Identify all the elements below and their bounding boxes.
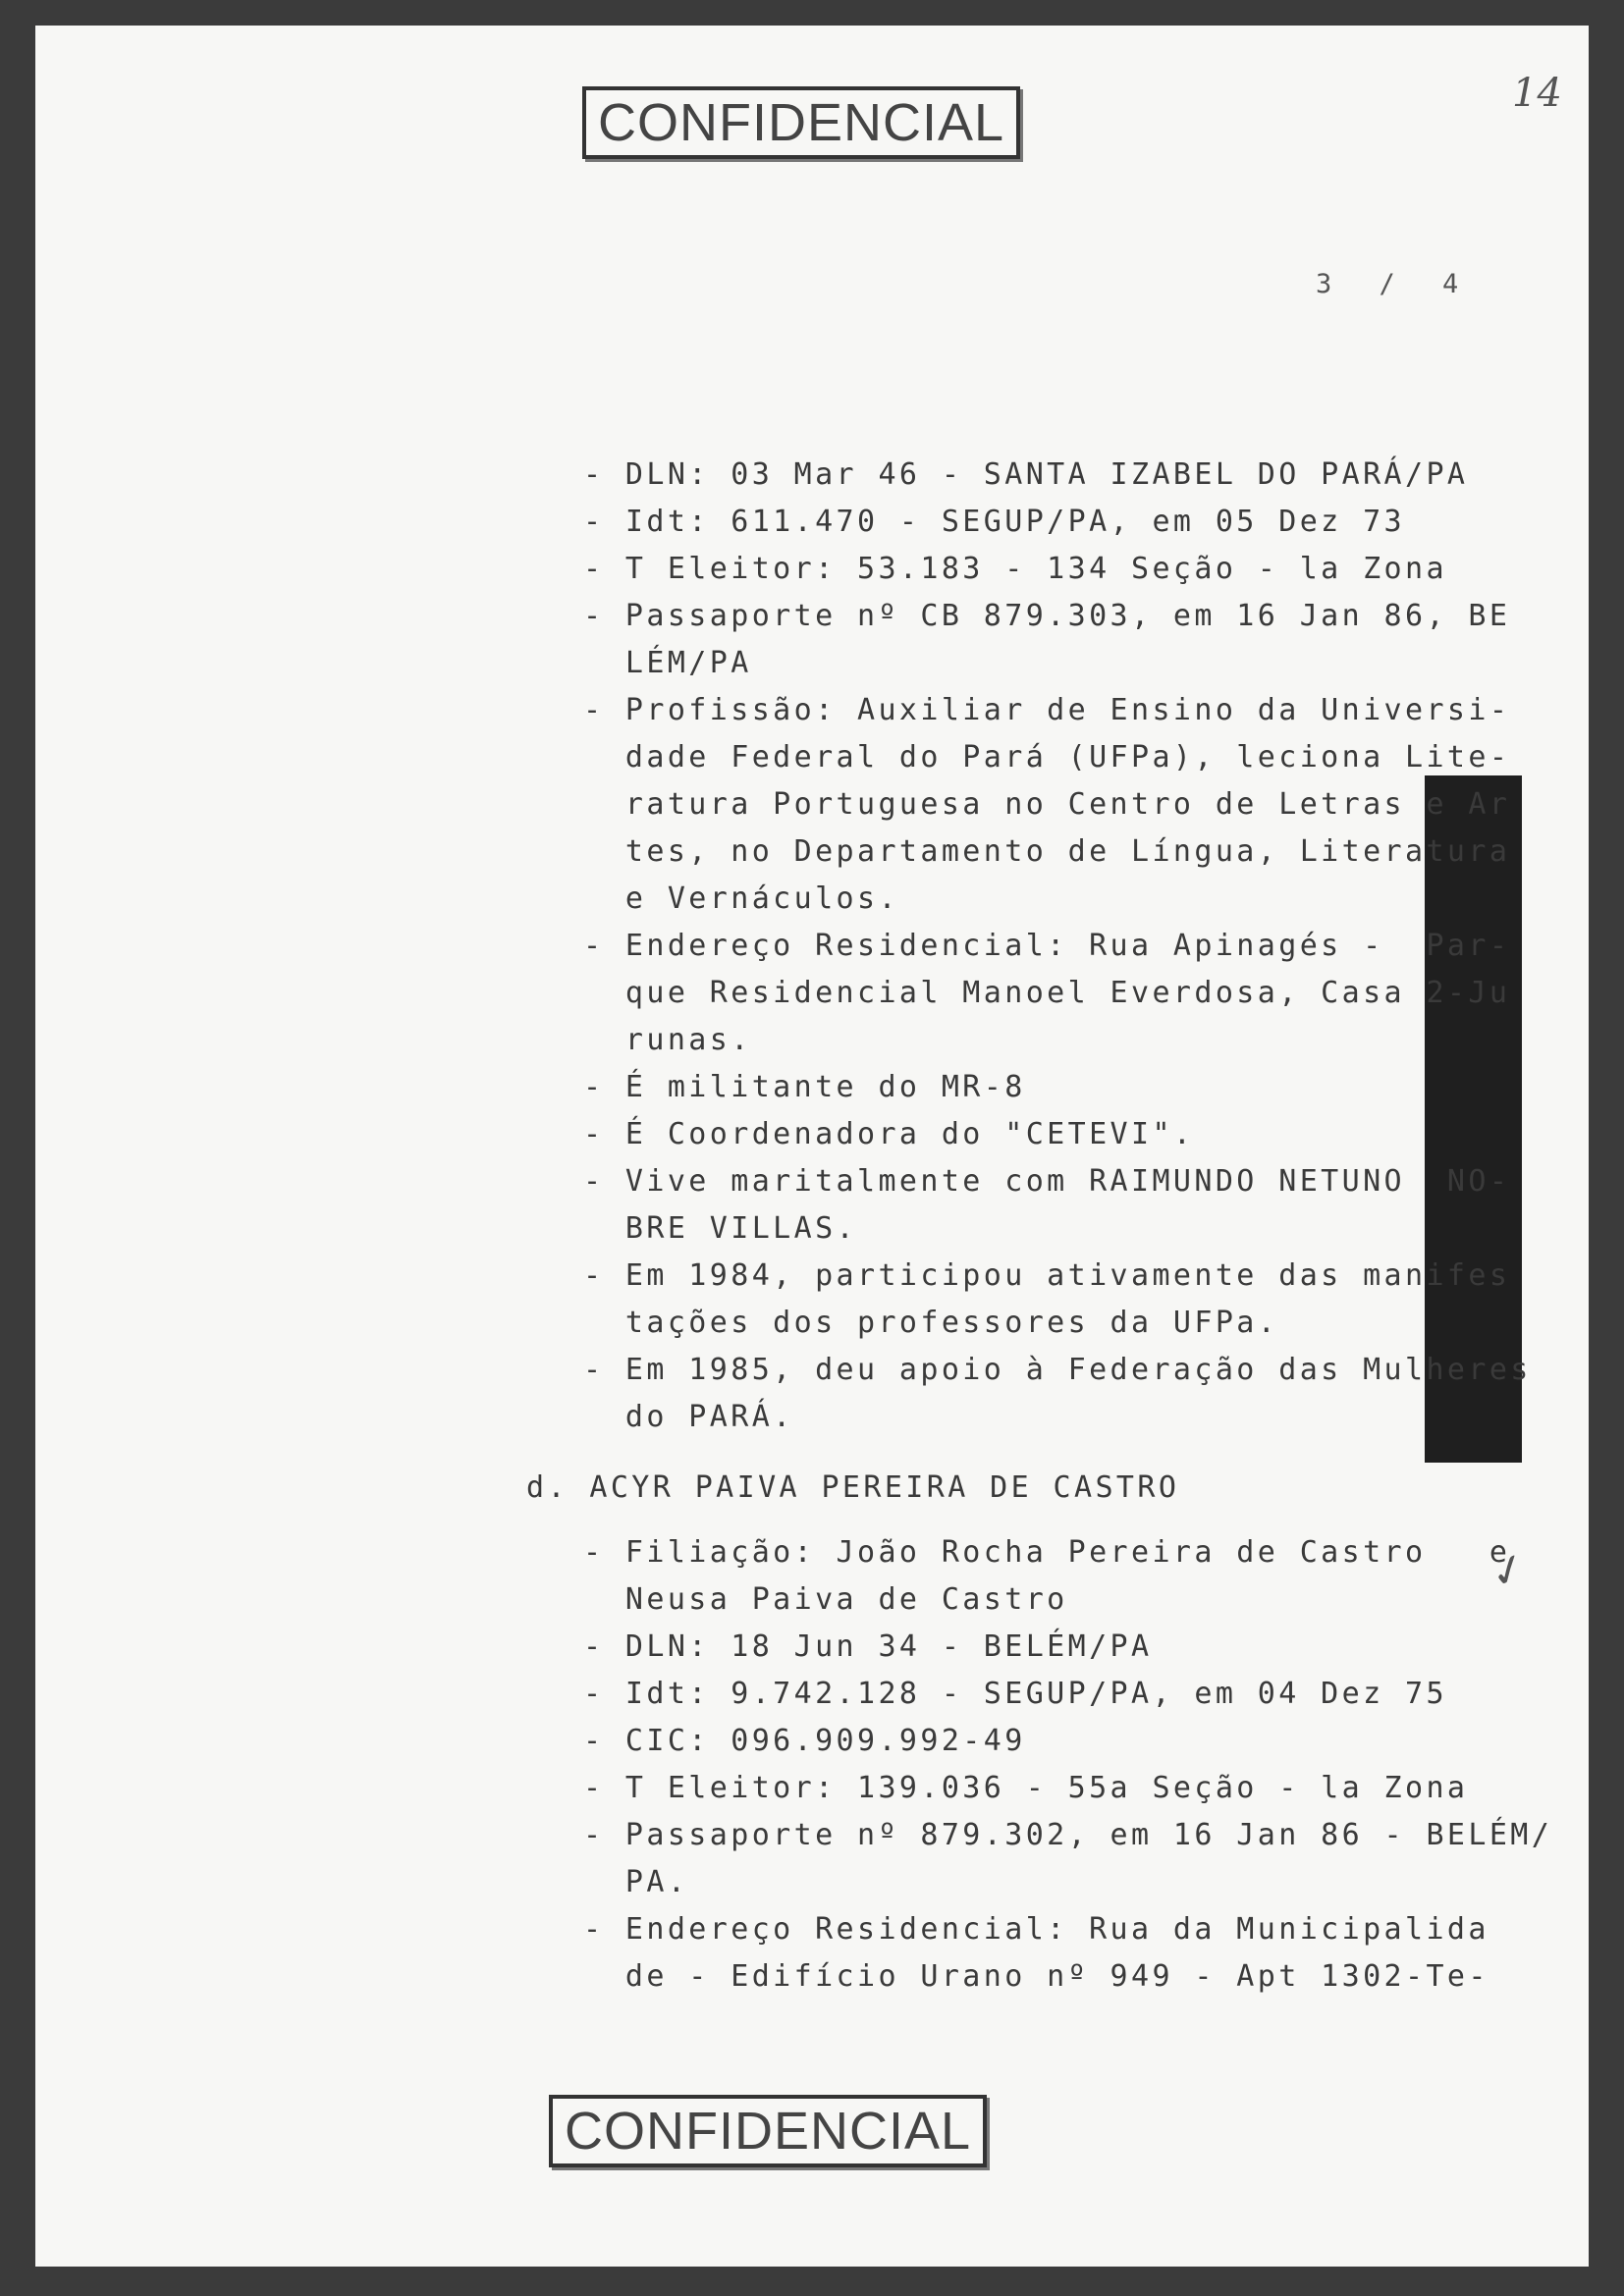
text-line: Neusa Paiva de Castro xyxy=(583,1582,1068,1617)
text-line: - Endereço Residencial: Rua Apinagés - Par- xyxy=(583,929,1511,963)
page-number: 3 / 4 xyxy=(1316,269,1475,299)
text-line: BRE VILLAS. xyxy=(583,1211,857,1246)
text-line: - Vive maritalmente com RAIMUNDO NETUNO NO- xyxy=(583,1164,1511,1199)
text-line: que Residencial Manoel Everdosa, Casa 2-Ju xyxy=(583,976,1511,1010)
confidential-stamp-bottom: CONFIDENCIAL xyxy=(549,2095,987,2167)
text-line: tes, no Departamento de Língua, Literatura xyxy=(583,834,1511,869)
text-line: - T Eleitor: 139.036 - 55a Seção - la Zona xyxy=(583,1771,1469,1805)
text-line: - Filiação: João Rocha Pereira de Castro e xyxy=(583,1535,1511,1570)
text-line: PA. xyxy=(583,1865,689,1899)
text-line: - Passaporte nº CB 879.303, em 16 Jan 86, BE xyxy=(583,599,1511,633)
text-line: - Em 1984, participou ativamente das manifes xyxy=(583,1258,1511,1293)
text-line: - Idt: 611.470 - SEGUP/PA, em 05 Dez 73 xyxy=(583,505,1405,539)
text-line: runas. xyxy=(583,1023,752,1057)
text-line: ratura Portuguesa no Centro de Letras e Ar xyxy=(583,787,1511,822)
text-line: - DLN: 03 Mar 46 - SANTA IZABEL DO PARÁ/PA xyxy=(583,457,1469,492)
margin-check-mark: ✓ xyxy=(1483,1541,1535,1601)
text-line: e Vernáculos. xyxy=(583,881,899,916)
text-line: - Endereço Residencial: Rua da Municipalida xyxy=(583,1912,1489,1947)
text-line: - Em 1985, deu apoio à Federação das Mulheres xyxy=(583,1353,1532,1387)
folio-handwritten: 14 xyxy=(1512,71,1562,116)
confidential-stamp-top: CONFIDENCIAL xyxy=(582,86,1020,159)
text-line: LÉM/PA xyxy=(583,646,752,680)
text-line: - CIC: 096.909.992-49 xyxy=(583,1724,1026,1758)
text-line: - É Coordenadora do "CETEVI". xyxy=(583,1117,1195,1151)
text-line: - Profissão: Auxiliar de Ensino da Universi- xyxy=(583,693,1511,727)
text-line: - DLN: 18 Jun 34 - BELÉM/PA xyxy=(583,1629,1153,1664)
text-line: dade Federal do Pará (UFPa), leciona Lite- xyxy=(583,740,1511,774)
text-line: - É militante do MR-8 xyxy=(583,1070,1026,1104)
section-heading: d. ACYR PAIVA PEREIRA DE CASTRO xyxy=(526,1470,1180,1505)
text-line: do PARÁ. xyxy=(583,1400,794,1434)
text-line: - T Eleitor: 53.183 - 134 Seção - la Zona xyxy=(583,552,1447,586)
text-line: - Passaporte nº 879.302, em 16 Jan 86 - BELÉM/ xyxy=(583,1818,1553,1852)
text-line: de - Edifício Urano nº 949 - Apt 1302-Te- xyxy=(583,1959,1489,1994)
text-line: tações dos professores da UFPa. xyxy=(583,1306,1279,1340)
text-line: - Idt: 9.742.128 - SEGUP/PA, em 04 Dez 75 xyxy=(583,1677,1447,1711)
